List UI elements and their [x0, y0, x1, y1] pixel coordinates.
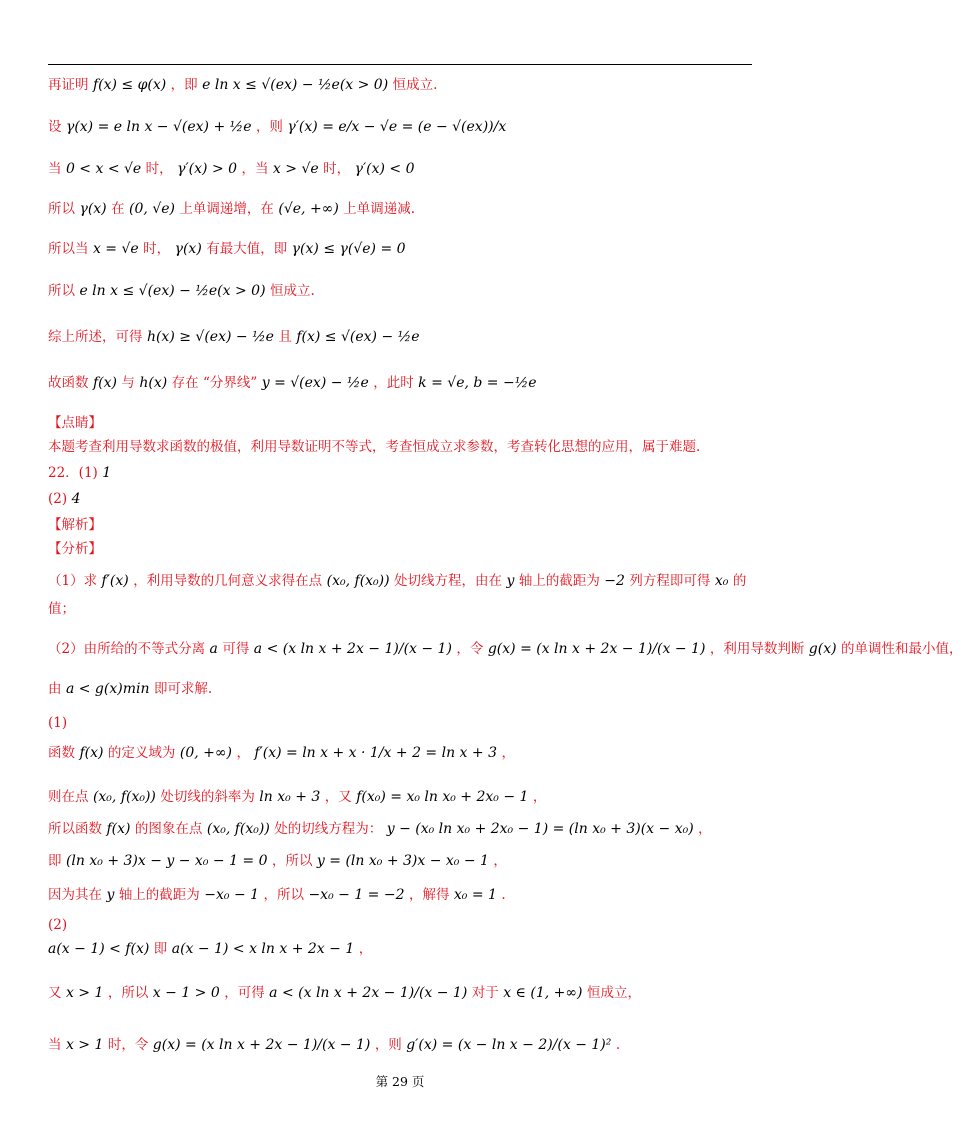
text-run: 当	[48, 1037, 62, 1053]
math-expression: (x₀, f(x₀))	[322, 573, 395, 589]
math-expression: γ(x)	[75, 201, 112, 217]
text-run: 所以函数	[48, 821, 102, 837]
math-expression: x₀	[710, 573, 733, 589]
math-expression: γ(x)	[170, 241, 207, 257]
header-rule	[48, 64, 752, 65]
math-expression: k = √e, b = −½e	[413, 375, 537, 391]
text-run: ，	[698, 821, 712, 837]
math-expression: −2	[599, 573, 630, 589]
text-run: 且	[278, 329, 292, 345]
text-run: 综上所述，可得	[48, 329, 143, 345]
text-run: 轴上的截距为	[118, 887, 200, 903]
text-run: ，可得	[224, 985, 265, 1001]
line-l26	[48, 938, 372, 960]
line-l27	[48, 982, 641, 1004]
text-run: 值；	[48, 601, 75, 617]
text-run: 即	[48, 853, 62, 869]
line-l19	[48, 712, 67, 734]
text-run: （1）求	[48, 573, 98, 589]
text-run: 所以	[48, 283, 75, 299]
text-run: 则在点	[48, 789, 89, 805]
text-run: ，解得	[408, 887, 450, 903]
line-l9	[48, 412, 102, 434]
math-expression: y = √(ex) − ½e	[257, 375, 374, 391]
line-l28	[48, 1034, 620, 1056]
text-run: 的定义域为	[107, 745, 176, 761]
text-run: 函数	[48, 745, 75, 761]
text-run: 上单调递减.	[343, 201, 416, 217]
math-expression: (0, +∞)	[175, 745, 237, 761]
text-run: 【解析】	[48, 517, 102, 533]
text-run: 处切线的斜率为	[160, 789, 255, 805]
math-expression: f(x) ≤ √(ex) − ½e	[291, 329, 420, 345]
math-expression: a < g(x)min	[61, 681, 154, 697]
line-l8	[48, 372, 537, 394]
text-run: ，	[532, 789, 547, 805]
text-run: ，利用导数的几何意义求得在点	[133, 573, 323, 589]
text-run: 因为其在	[48, 887, 102, 903]
line-l18	[48, 678, 212, 700]
text-run: 在	[111, 201, 125, 217]
text-run: 时，令	[107, 1037, 149, 1053]
math-expression: ln x₀ + 3	[254, 789, 325, 805]
text-run: 所以当	[48, 241, 89, 257]
text-run: (2)	[48, 491, 68, 507]
text-run: 本题考查利用导数求函数的极值，利用导数证明不等式，考查恒成立求参数，考查转化思想的应用，属于难题.	[48, 439, 701, 455]
math-expression: x − 1 > 0	[148, 985, 225, 1001]
text-run: ，利用导数判断	[709, 641, 805, 657]
text-run: ，当	[241, 161, 269, 177]
text-run: 【分析】	[48, 541, 102, 557]
line-l10	[48, 436, 700, 458]
text-run: ，	[493, 853, 507, 869]
text-run: 处的切线方程为：	[274, 821, 383, 837]
text-run: 故函数	[48, 375, 89, 391]
text-run: 可得	[222, 641, 250, 657]
text-run: ，此时	[373, 375, 414, 391]
page-number: 第 29 页	[375, 1074, 425, 1089]
text-run: 的图象在点	[134, 821, 203, 837]
line-l13	[48, 514, 102, 536]
text-run: 列方程即可得	[629, 573, 711, 589]
math-expression: (x₀, f(x₀))	[88, 789, 161, 805]
text-run: 的单调性和最小值，	[841, 641, 963, 657]
line-l12	[48, 488, 80, 510]
math-expression: γ′(x) > 0	[172, 161, 242, 177]
math-expression: x = √e	[88, 241, 144, 257]
math-expression: γ(x) ≤ γ(√e) = 0	[287, 241, 406, 257]
line-l14	[48, 538, 102, 560]
math-expression: f(x₀) = x₀ ln x₀ + 2x₀ − 1	[351, 789, 533, 805]
math-expression: 4	[67, 491, 81, 507]
math-expression: f′(x) = ln x + x · 1/x + 2 = ln x + 3	[249, 745, 502, 761]
text-run: ，则	[255, 119, 283, 135]
math-expression: a	[205, 641, 223, 657]
text-run: (1)	[48, 715, 68, 731]
text-run: 处切线方程，由在	[394, 573, 503, 589]
line-l16	[48, 598, 75, 620]
text-run: 上单调递增，在	[179, 201, 274, 217]
text-run: ，令	[456, 641, 484, 657]
math-expression: γ(x) = e ln x − √(ex) + ½e	[61, 119, 256, 135]
math-expression: g(x) = (x ln x + 2x − 1)/(x − 1)	[148, 1037, 375, 1053]
line-l21	[48, 786, 546, 808]
line-l20	[48, 742, 515, 764]
line-l11	[48, 462, 111, 484]
text-run: 恒成立.	[392, 77, 438, 93]
text-run: ，则	[374, 1037, 402, 1053]
text-run: 的	[732, 573, 747, 589]
text-run: ，所以	[271, 853, 313, 869]
text-run: （2）由所给的不等式分离	[48, 641, 206, 657]
math-expression: f(x)	[102, 821, 135, 837]
math-expression: e ln x ≤ √(ex) − ½e(x > 0)	[197, 77, 393, 93]
line-l7	[48, 326, 419, 348]
text-run: ，	[358, 941, 373, 957]
text-run: .	[501, 887, 506, 903]
text-run: ，所以	[263, 887, 304, 903]
line-l22	[48, 818, 712, 840]
line-l2	[48, 116, 506, 138]
line-l24	[48, 884, 506, 906]
text-run: 与	[121, 375, 135, 391]
math-expression: h(x) ≥ √(ex) − ½e	[142, 329, 279, 345]
text-run: .	[615, 1037, 621, 1053]
line-l15	[48, 570, 746, 592]
text-run: 【点睛】	[48, 415, 102, 431]
math-expression: g′(x) = (x − ln x − 2)/(x − 1)²	[401, 1037, 616, 1053]
text-run: 再证明	[48, 77, 89, 93]
text-run: ，所以	[107, 985, 149, 1001]
text-run: 即	[153, 941, 168, 957]
math-expression: f(x)	[75, 745, 108, 761]
math-expression: −x₀ − 1 = −2	[304, 887, 409, 903]
text-run: 时，	[145, 161, 173, 177]
line-l4	[48, 198, 415, 220]
math-expression: x₀ = 1	[449, 887, 502, 903]
math-expression: g(x) = (x ln x + 2x − 1)/(x − 1)	[483, 641, 710, 657]
math-expression: g(x)	[804, 641, 842, 657]
math-expression: (√e, +∞)	[273, 201, 344, 217]
line-l23	[48, 850, 507, 872]
math-expression: a(x − 1) < f(x)	[48, 941, 154, 957]
text-run: 即可求解.	[153, 681, 213, 697]
text-run: ，即	[170, 77, 198, 93]
text-run: 22．(1)	[48, 465, 98, 481]
text-run: 又	[48, 985, 62, 1001]
math-expression: (0, √e)	[124, 201, 180, 217]
math-expression: y	[502, 573, 519, 589]
math-expression: a(x − 1) < x ln x + 2x − 1	[167, 941, 359, 957]
math-expression: x ∈ (1, +∞)	[498, 985, 587, 1001]
math-expression: x > 1	[61, 985, 108, 1001]
math-expression: y = (ln x₀ + 3)x − x₀ − 1	[312, 853, 494, 869]
text-run: 所以	[48, 201, 75, 217]
math-expression: a < (x ln x + 2x − 1)/(x − 1)	[264, 985, 472, 1001]
line-l17	[48, 638, 963, 660]
line-l3	[48, 158, 414, 180]
line-l5	[48, 238, 406, 260]
math-expression: (x₀, f(x₀))	[202, 821, 275, 837]
text-run: 对于	[471, 985, 499, 1001]
math-expression: x > 1	[61, 1037, 108, 1053]
math-expression: f(x) ≤ φ(x)	[88, 77, 171, 93]
math-expression: γ′(x) < 0	[350, 161, 415, 177]
math-expression: y − (x₀ ln x₀ + 2x₀ − 1) = (ln x₀ + 3)(x − x₀)	[382, 821, 699, 837]
math-expression: f′(x)	[97, 573, 134, 589]
text-run: (2)	[48, 917, 68, 933]
text-run: 存在 “分界线”	[171, 375, 258, 391]
text-run: ，	[501, 745, 515, 761]
text-run: 时，	[143, 241, 171, 257]
math-expression: h(x)	[134, 375, 172, 391]
text-run: 恒成立，	[586, 985, 641, 1001]
text-run: 由	[48, 681, 62, 697]
math-expression: γ′(x) = e/x − √e = (e − √(ex))/x	[282, 119, 507, 135]
text-run: 当	[48, 161, 62, 177]
math-expression: x > √e	[268, 161, 324, 177]
text-run: ，又	[324, 789, 352, 805]
text-run: 设	[48, 119, 62, 135]
text-run: 有最大值，即	[206, 241, 288, 257]
line-l6	[48, 280, 315, 302]
text-run: ，	[236, 745, 250, 761]
math-expression: −x₀ − 1	[199, 887, 264, 903]
math-expression: y	[102, 887, 119, 903]
math-expression: a < (x ln x + 2x − 1)/(x − 1)	[249, 641, 457, 657]
text-run: 轴上的截距为	[518, 573, 600, 589]
text-run: 时，	[323, 161, 351, 177]
math-expression: f(x)	[88, 375, 122, 391]
math-expression: 0 < x < √e	[61, 161, 146, 177]
math-expression: 1	[97, 465, 112, 481]
math-expression: (ln x₀ + 3)x − y − x₀ − 1 = 0	[61, 853, 272, 869]
text-run: 恒成立.	[269, 283, 315, 299]
math-expression: e ln x ≤ √(ex) − ½e(x > 0)	[75, 283, 270, 299]
line-l1	[48, 74, 437, 96]
line-l25	[48, 914, 67, 936]
